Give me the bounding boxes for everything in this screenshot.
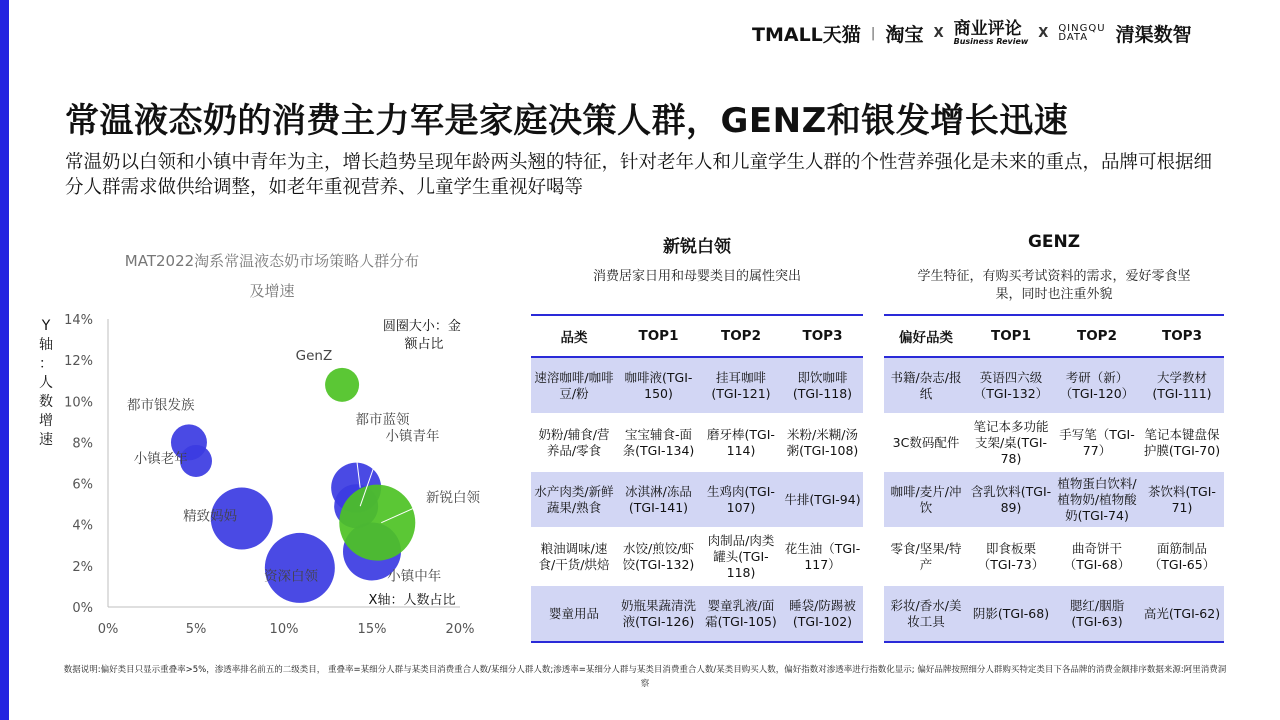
x-tick-label: 20% bbox=[445, 622, 475, 637]
page-subtitle: 常温奶以白领和小镇中青年为主，增长趋势呈现年龄两头翘的特征，针对老年人和儿童学生人群的个性营养强化是未来的重点，品牌可根据细分人群需求做供给调整，如老年重视营养、儿童学生重视好喝等 bbox=[65, 152, 1213, 198]
table-cell: 腮红/胭脂(TGI-63) bbox=[1054, 585, 1140, 642]
table-header-row bbox=[884, 315, 1224, 357]
table-header-cell: 品类 bbox=[531, 315, 617, 357]
footnote: 数据说明:偏好类目只显示重叠率>5%，渗透率排名前五的二级类目， 重叠率=某细分人群与某类目消费重合人数/某细分人群人数;渗透率=某细分人群与某类目消费重合人数/某类目购买人数，偏好指数对渗透率进行指数化显示; 偏好品牌按照细分人群购买特定类目下各品牌的消费金额排序数据来源:阿里消费洞察 bbox=[63, 665, 1227, 689]
table-header-cell: TOP3 bbox=[1140, 315, 1224, 357]
table-cell: 婴童乳液/面霜(TGI-105) bbox=[700, 585, 782, 642]
table-right-block bbox=[884, 232, 1224, 643]
table-cell: 牛排(TGI-94) bbox=[782, 471, 863, 528]
chart-axes bbox=[64, 313, 474, 637]
table-cell: 书籍/杂志/报纸 bbox=[884, 357, 968, 414]
logo-separator-x: X bbox=[1038, 25, 1049, 41]
qingqu-cn-logo: 清渠数智 bbox=[1115, 23, 1192, 46]
table-row bbox=[884, 414, 1224, 471]
table-cell: 彩妆/香水/美妆工具 bbox=[884, 585, 968, 642]
size-note-line2: 额占比 bbox=[404, 337, 444, 352]
table-cell: 阴影(TGI-68) bbox=[968, 585, 1054, 642]
table-cell: 花生油（TGI-117） bbox=[782, 528, 863, 585]
table-header-cell: TOP2 bbox=[1054, 315, 1140, 357]
tmall-logo: TMALL天猫 bbox=[752, 23, 861, 46]
table-cell: 米粉/米糊/汤粥(TGI-108) bbox=[782, 414, 863, 471]
logo-divider: | bbox=[870, 25, 876, 41]
table-header-cell: 偏好品类 bbox=[884, 315, 968, 357]
table-row bbox=[531, 585, 863, 642]
taobao-logo: 淘宝 bbox=[885, 23, 924, 46]
table-row bbox=[531, 471, 863, 528]
y-tick-label: 12% bbox=[64, 354, 93, 370]
y-tick-label: 6% bbox=[72, 477, 93, 493]
table-cell: 咖啡液(TGI-150) bbox=[617, 357, 700, 414]
bubble-label: 精致妈妈 bbox=[183, 508, 238, 525]
chart-subtitle: 及增速 bbox=[249, 282, 295, 300]
table-cell: 宝宝辅食-面条(TGI-134) bbox=[617, 414, 700, 471]
y-tick-label: 8% bbox=[72, 436, 93, 452]
bubble-label: 小镇青年 bbox=[385, 428, 440, 445]
x-axis-label: X轴：人数占比 bbox=[368, 593, 456, 608]
table-row bbox=[884, 357, 1224, 414]
business-review-en: Business Review bbox=[953, 36, 1029, 46]
bubble-label: 小镇中年 bbox=[387, 568, 442, 585]
table-cell: 睡袋/防踢被(TGI-102) bbox=[782, 585, 863, 642]
table-cell: 手写笔（TGI-77） bbox=[1054, 414, 1140, 471]
table-cell: 3C数码配件 bbox=[884, 414, 968, 471]
table-header-cell: TOP3 bbox=[782, 315, 863, 357]
table-cell: 英语四六级（TGI-132） bbox=[968, 357, 1054, 414]
table-header-cell: TOP2 bbox=[700, 315, 782, 357]
table-cell: 曲奇饼干（TGI-68） bbox=[1054, 528, 1140, 585]
table-cell: 考研（新）（TGI-120） bbox=[1054, 357, 1140, 414]
logo-separator-x: X bbox=[933, 25, 944, 41]
business-review-logo bbox=[953, 18, 1029, 46]
table-cell: 生鸡肉(TGI-107) bbox=[700, 471, 782, 528]
table-cell: 磨牙棒(TGI-114) bbox=[700, 414, 782, 471]
table-cell: 即饮咖啡(TGI-118) bbox=[782, 357, 863, 414]
table-row bbox=[884, 585, 1224, 642]
table-cell: 挂耳咖啡(TGI-121) bbox=[700, 357, 782, 414]
table-row bbox=[884, 528, 1224, 585]
y-tick-label: 4% bbox=[72, 518, 93, 534]
table-cell: 笔记本键盘保护膜(TGI-70) bbox=[1140, 414, 1224, 471]
chart-title: MAT2022淘系常温液态奶市场策略人群分布 bbox=[124, 252, 420, 270]
x-tick-label: 15% bbox=[357, 622, 387, 637]
qingqu-en2: DATA bbox=[1058, 32, 1089, 43]
y-axis-label-char: 增 bbox=[39, 413, 53, 429]
table-left-block bbox=[531, 232, 863, 643]
size-note bbox=[383, 318, 465, 352]
bubble-label: 资深白领 bbox=[264, 568, 319, 585]
y-tick-label: 0% bbox=[72, 601, 93, 616]
partner-logos bbox=[752, 20, 1192, 46]
table-row bbox=[884, 471, 1224, 528]
table-right bbox=[884, 314, 1224, 643]
table-cell: 含乳饮料(TGI-89) bbox=[968, 471, 1054, 528]
y-tick-label: 2% bbox=[72, 559, 93, 575]
table-header-cell: TOP1 bbox=[968, 315, 1054, 357]
table-left-desc: 消费居家日用和母婴类目的属性突出 bbox=[592, 269, 801, 284]
table-right-title: GENZ bbox=[1027, 232, 1081, 252]
table-cell: 大学教材(TGI-111) bbox=[1140, 357, 1224, 414]
table-cell: 粮油调味/速食/干货/烘焙 bbox=[531, 528, 617, 585]
page-title: 常温液态奶的消费主力军是家庭决策人群，GENZ和银发增长迅速 bbox=[65, 101, 1069, 141]
bubble-label: 新锐白领 bbox=[425, 490, 480, 507]
qingqu-en1: QINGQU bbox=[1058, 22, 1106, 34]
table-cell: 婴童用品 bbox=[531, 585, 617, 642]
y-axis-label-char: 人 bbox=[39, 375, 53, 391]
bubble-label: GenZ bbox=[295, 348, 333, 365]
table-cell: 肉制品/肉类罐头(TGI-118) bbox=[700, 528, 782, 585]
table-cell: 高光(TGI-62) bbox=[1140, 585, 1224, 642]
table-cell: 即食板栗（TGI-73） bbox=[968, 528, 1054, 585]
x-tick-label: 0% bbox=[97, 622, 119, 637]
y-tick-label: 10% bbox=[64, 395, 93, 411]
size-note-line1: 圆圈大小：金 bbox=[382, 319, 461, 334]
table-header-row bbox=[531, 315, 863, 357]
table-cell: 奶瓶果蔬清洗液(TGI-126) bbox=[617, 585, 700, 642]
table-cell: 植物蛋白饮料/植物奶/植物酸奶(TGI-74) bbox=[1054, 471, 1140, 528]
y-axis-label-char: 轴 bbox=[39, 337, 53, 353]
table-cell: 速溶咖啡/咖啡豆/粉 bbox=[531, 357, 617, 414]
table-row bbox=[531, 357, 863, 414]
table-right-desc: 学生特征，有购买考试资料的需求，爱好零食坚果，同时也注重外貌 bbox=[917, 269, 1191, 302]
table-header-cell: TOP1 bbox=[617, 315, 700, 357]
bubble-label: 小镇老年 bbox=[133, 451, 188, 467]
y-axis-label-char: ： bbox=[39, 356, 53, 372]
y-axis-label-char: Y bbox=[41, 318, 51, 334]
table-cell: 茶饮料(TGI-71) bbox=[1140, 471, 1224, 528]
table-cell: 笔记本多功能支架/桌(TGI-78) bbox=[968, 414, 1054, 471]
business-review-cn: 商业评论 bbox=[953, 18, 1022, 39]
y-axis-label-char: 数 bbox=[39, 394, 53, 410]
bubble-chart bbox=[0, 230, 520, 650]
qingqu-data-logo bbox=[1058, 24, 1105, 43]
table-left bbox=[531, 314, 863, 643]
table-row bbox=[531, 528, 863, 585]
table-cell: 冰淇淋/冻品(TGI-141) bbox=[617, 471, 700, 528]
bubble bbox=[325, 368, 359, 402]
table-cell: 零食/坚果/特产 bbox=[884, 528, 968, 585]
bubble bbox=[339, 485, 415, 561]
x-tick-label: 10% bbox=[269, 622, 299, 637]
table-cell: 水饺/煎饺/虾饺(TGI-132) bbox=[617, 528, 700, 585]
table-row bbox=[531, 414, 863, 471]
y-axis-label bbox=[39, 318, 53, 448]
table-left-title: 新锐白领 bbox=[663, 237, 731, 257]
y-tick-label: 14% bbox=[64, 313, 93, 328]
table-cell: 水产肉类/新鲜蔬果/熟食 bbox=[531, 471, 617, 528]
table-cell: 奶粉/辅食/营养品/零食 bbox=[531, 414, 617, 471]
x-tick-label: 5% bbox=[185, 622, 207, 637]
table-cell: 咖啡/麦片/冲饮 bbox=[884, 471, 968, 528]
table-cell: 面筋制品（TGI-65） bbox=[1140, 528, 1224, 585]
bubble-label: 都市银发族 bbox=[127, 397, 195, 414]
y-axis-label-char: 速 bbox=[39, 432, 53, 448]
bubble-label: 都市蓝领 bbox=[355, 411, 410, 428]
